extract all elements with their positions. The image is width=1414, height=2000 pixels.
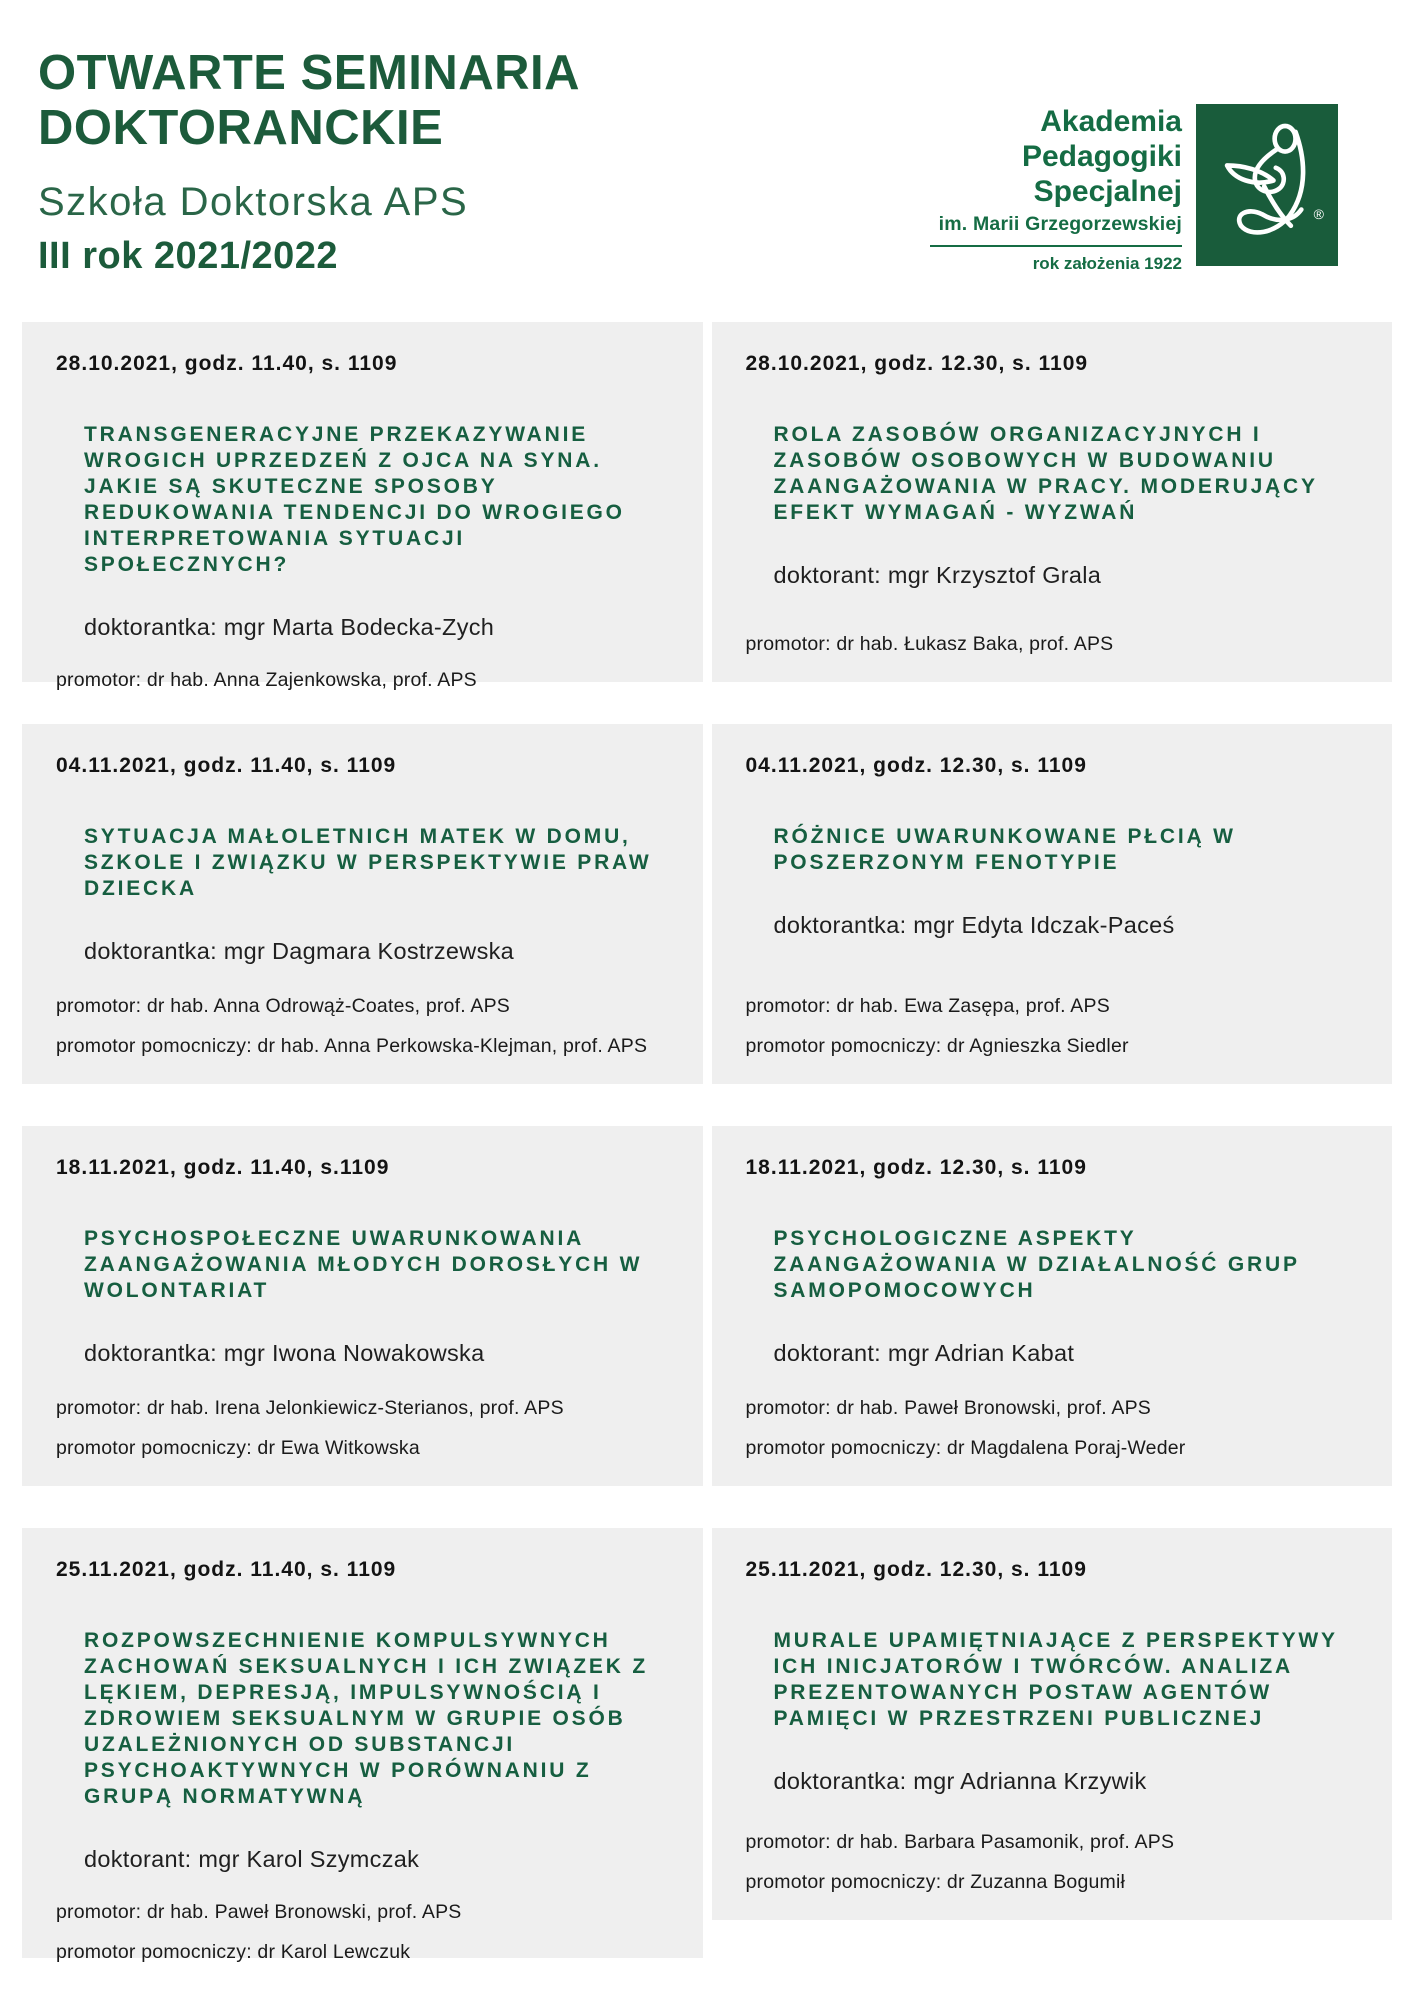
seminar-supervisors bbox=[56, 1369, 677, 1460]
seminar-student: doktorantka: mgr Adrianna Krzywik bbox=[773, 1767, 1147, 1794]
seminar-title: TRANSGENERACYJNE PRZEKAZYWANIE WROGICH UPRZEDZEŃ Z OJCA NA SYNA. JAKIE SĄ SKUTECZNE SPOSOBY REDUKOWANIA TENDENCJI DO WROGIEGO INTERPRETOWANIA SYTUACJI SPOŁECZNYCH? bbox=[84, 422, 625, 576]
supervisor-line: promotor: dr hab. Anna Zajenkowska, prof. APS bbox=[56, 668, 477, 691]
supervisor-line: promotor: dr hab. Irena Jelonkiewicz-Sterianos, prof. APS bbox=[56, 1396, 564, 1419]
logo-institution-line: Specjalnej bbox=[1033, 175, 1182, 209]
seminar-title: RÓŻNICE UWARUNKOWANE PŁCIĄ W POSZERZONYM FENOTYPIE bbox=[773, 824, 1236, 874]
supervisor-line: promotor: dr hab. Barbara Pasamonik, prof. APS bbox=[745, 1830, 1175, 1853]
page-subtitle: Szkoła Doktorska APS bbox=[38, 179, 469, 224]
seminar-title: SYTUACJA MAŁOLETNICH MATEK W DOMU, SZKOLE I ZWIĄZKU W PERSPEKTYWIE PRAW DZIECKA bbox=[84, 824, 652, 900]
supervisor-line: promotor pomocniczy: dr Agnieszka Siedler bbox=[745, 1034, 1129, 1057]
seminar-cards-grid bbox=[22, 322, 1392, 1963]
seminar-supervisors bbox=[746, 605, 1367, 656]
supervisor-line: promotor: dr hab. Paweł Bronowski, prof. APS bbox=[56, 1900, 462, 1923]
logo-institution-line: Akademia bbox=[1040, 105, 1182, 138]
seminar-student: doktorant: mgr Karol Szymczak bbox=[84, 1845, 420, 1872]
seminar-student: doktorantka: mgr Iwona Nowakowska bbox=[84, 1339, 485, 1366]
supervisor-line: promotor: dr hab. Ewa Zasępa, prof. APS bbox=[745, 994, 1110, 1017]
supervisor-line: promotor pomocniczy: dr Zuzanna Bogumił bbox=[745, 1870, 1126, 1893]
logo-patron-line: im. Marii Grzegorzewskiej bbox=[930, 213, 1182, 247]
supervisor-line: promotor pomocniczy: dr Ewa Witkowska bbox=[56, 1436, 420, 1459]
aps-logo-mark bbox=[1196, 104, 1338, 266]
aps-logo bbox=[930, 104, 1338, 274]
seminar-title: PSYCHOSPOŁECZNE UWARUNKOWANIA ZAANGAŻOWANIA MŁODYCH DOROSŁYCH W WOLONTARIAT bbox=[84, 1226, 643, 1302]
seminar-datetime: 28.10.2021, godz. 12.30, s. 1109 bbox=[745, 351, 1089, 375]
page-title: OTWARTE SEMINARIA DOKTORANCKIE bbox=[38, 46, 579, 155]
seminar-student: doktorantka: mgr Dagmara Kostrzewska bbox=[84, 937, 515, 964]
seminar-datetime: 04.11.2021, godz. 12.30, s. 1109 bbox=[745, 753, 1087, 777]
seminar-supervisors bbox=[56, 1873, 677, 1964]
supervisor-line: promotor: dr hab. Paweł Bronowski, prof. APS bbox=[745, 1396, 1151, 1419]
seminar-card bbox=[712, 1126, 1393, 1486]
seminar-datetime: 04.11.2021, godz. 11.40, s. 1109 bbox=[56, 753, 397, 777]
seminar-supervisors bbox=[746, 967, 1367, 1058]
seminar-datetime: 18.11.2021, godz. 11.40, s.1109 bbox=[56, 1155, 390, 1179]
figure-line-art-icon bbox=[1212, 112, 1328, 256]
seminar-card bbox=[712, 1528, 1393, 1920]
seminar-datetime: 18.11.2021, godz. 12.30, s. 1109 bbox=[745, 1155, 1087, 1179]
supervisor-line: promotor pomocniczy: dr hab. Anna Perkowska-Klejman, prof. APS bbox=[56, 1034, 648, 1057]
seminar-datetime: 25.11.2021, godz. 11.40, s. 1109 bbox=[56, 1557, 397, 1581]
aps-logo-text bbox=[930, 104, 1182, 274]
seminar-title: PSYCHOLOGICZNE ASPEKTY ZAANGAŻOWANIA W DZIAŁALNOŚĆ GRUP SAMOPOMOCOWYCH bbox=[773, 1226, 1300, 1302]
seminar-card bbox=[22, 322, 703, 691]
header-titles bbox=[38, 46, 598, 278]
seminar-card bbox=[712, 322, 1393, 682]
seminar-datetime: 25.11.2021, godz. 12.30, s. 1109 bbox=[745, 1557, 1087, 1581]
registered-trademark-icon: ® bbox=[1313, 206, 1324, 222]
year-label: III rok 2021/2022 bbox=[38, 234, 339, 277]
page-header bbox=[0, 0, 1414, 278]
supervisor-line: promotor: dr hab. Łukasz Baka, prof. APS bbox=[745, 632, 1114, 655]
seminar-title: MURALE UPAMIĘTNIAJĄCE Z PERSPEKTYWY ICH INICJATORÓW I TWÓRCÓW. ANALIZA PREZENTOWANYCH POSTAW AGENTÓW PAMIĘCI W PRZESTRZENI PUBLICZNEJ bbox=[773, 1628, 1338, 1730]
seminar-card bbox=[22, 1528, 703, 1963]
seminar-title: ROZPOWSZECHNIENIE KOMPULSYWNYCH ZACHOWAŃ SEKSUALNYCH I ICH ZWIĄZEK Z LĘKIEM, DEPRESJĄ, IMPULSYWNOŚCIĄ I ZDROWIEM SEKSUALNYM W GRUPIE OSÓB UZALEŻNIONYCH OD SUBSTANCJI PSYCHOAKTYWNYCH W PORÓWNANIU Z GRUPĄ NORMATYWNĄ bbox=[84, 1628, 648, 1808]
seminar-student: doktorant: mgr Adrian Kabat bbox=[773, 1339, 1075, 1366]
seminar-student: doktorantka: mgr Marta Bodecka-Zych bbox=[84, 613, 495, 640]
seminar-supervisors bbox=[56, 641, 677, 692]
seminar-card bbox=[22, 724, 703, 1084]
seminar-supervisors bbox=[746, 1803, 1367, 1894]
seminar-student: doktorant: mgr Krzysztof Grala bbox=[773, 561, 1102, 588]
seminar-card bbox=[712, 724, 1393, 1084]
seminar-card bbox=[22, 1126, 703, 1486]
seminar-title: ROLA ZASOBÓW ORGANIZACYJNYCH I ZASOBÓW OSOBOWYCH W BUDOWANIU ZAANGAŻOWANIA W PRACY. MODERUJĄCY EFEKT WYMAGAŃ - WYZWAŃ bbox=[773, 422, 1318, 524]
logo-founded-line: rok założenia 1922 bbox=[1032, 254, 1182, 274]
seminar-supervisors bbox=[56, 967, 677, 1058]
seminar-supervisors bbox=[746, 1369, 1367, 1460]
seminar-student: doktorantka: mgr Edyta Idczak-Paceś bbox=[773, 911, 1175, 938]
supervisor-line: promotor pomocniczy: dr Karol Lewczuk bbox=[56, 1940, 411, 1963]
supervisor-line: promotor pomocniczy: dr Magdalena Poraj-Weder bbox=[745, 1436, 1186, 1459]
supervisor-line: promotor: dr hab. Anna Odrowąż-Coates, prof. APS bbox=[56, 994, 510, 1017]
logo-institution-line: Pedagogiki bbox=[1021, 140, 1182, 174]
seminar-datetime: 28.10.2021, godz. 11.40, s. 1109 bbox=[56, 351, 398, 375]
